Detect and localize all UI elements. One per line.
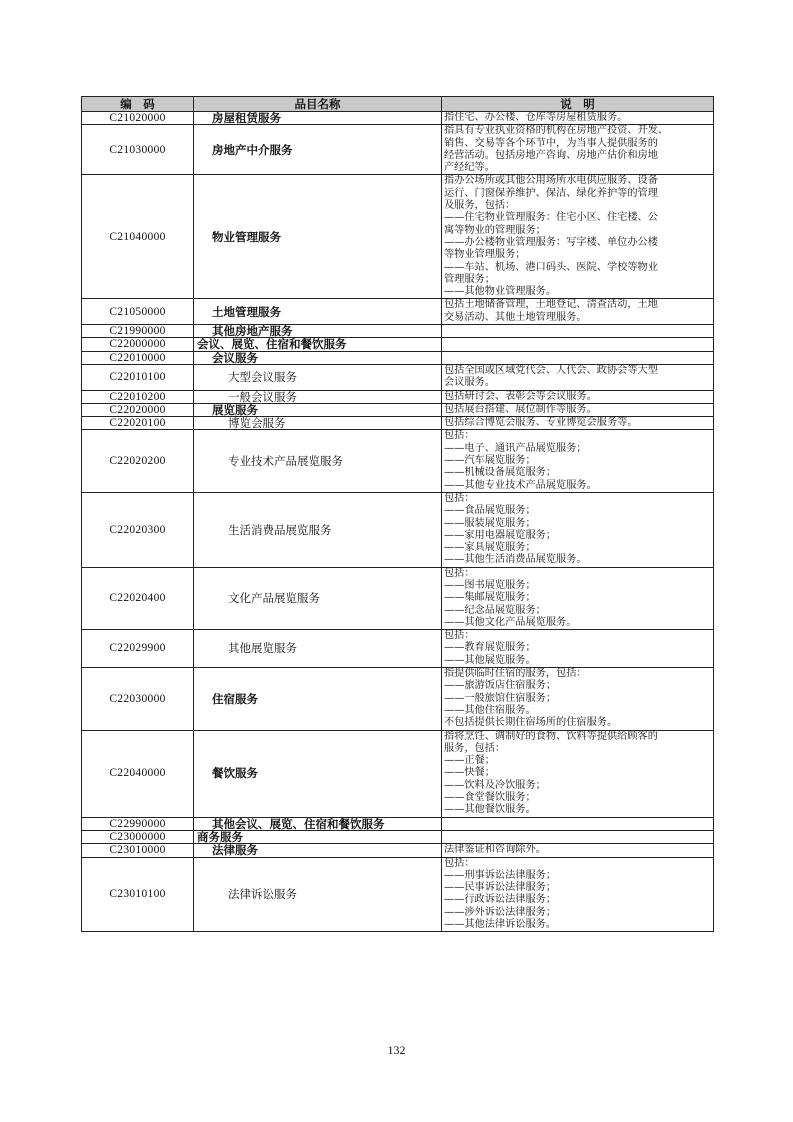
row-code: C22020400	[82, 567, 194, 629]
row-description	[442, 830, 714, 843]
catalog-table	[81, 96, 714, 932]
row-code: C22010200	[82, 390, 194, 403]
row-description: 包括研讨会、表彰会等会议服务。	[442, 390, 714, 403]
row-item-name: 其他会议、展览、住宿和餐饮服务	[194, 817, 442, 830]
row-code: C23000000	[82, 830, 194, 843]
row-code: C22020300	[82, 492, 194, 567]
row-description	[442, 817, 714, 830]
row-description: 指提供临时住宿的服务，包括： ——旅游饭店住宿服务； ——一般旅馆住宿服务； ——其他住宿服务。 不包括提供长期住宿场所的住宿服务。	[442, 668, 714, 730]
row-description: 包括： ——图书展览服务； ——集邮展览服务； ——纪念品展览服务； ——其他文化产品展览服务。	[442, 567, 714, 629]
row-item-name: 专业技术产品展览服务	[194, 430, 442, 492]
row-description: 包括综合博览会服务、专业博览会服务等。	[442, 417, 714, 430]
row-code: C23010000	[82, 844, 194, 857]
table-row	[82, 112, 714, 125]
row-item-name: 法律诉讼服务	[194, 857, 442, 932]
row-item-name: 会议服务	[194, 351, 442, 364]
row-item-name: 其他展览服务	[194, 630, 442, 668]
row-description: 包括： ——电子、通讯产品展览服务； ——汽车展览服务； ——机械设备展览服务； ——其他专业技术产品展览服务。	[442, 430, 714, 492]
table-row	[82, 299, 714, 325]
table-row	[82, 830, 714, 843]
row-item-name: 商务服务	[194, 830, 442, 843]
table-row	[82, 430, 714, 492]
row-item-name: 物业管理服务	[194, 175, 442, 299]
table-row	[82, 567, 714, 629]
header-item-name: 品目名称	[194, 97, 442, 112]
header-code: 编 码	[82, 97, 194, 112]
table-row	[82, 630, 714, 668]
row-description	[442, 351, 714, 364]
row-item-name: 住宿服务	[194, 668, 442, 730]
row-item-name: 房屋租赁服务	[194, 112, 442, 125]
row-code: C22020200	[82, 430, 194, 492]
row-item-name: 大型会议服务	[194, 364, 442, 390]
row-item-name: 会议、展览、住宿和餐饮服务	[194, 338, 442, 351]
row-code: C22020000	[82, 403, 194, 416]
row-item-name: 博览会服务	[194, 417, 442, 430]
row-description: 包括： ——刑事诉讼法律服务； ——民事诉讼法律服务； ——行政诉讼法律服务； ——涉外诉讼法律服务； ——其他法律诉讼服务。	[442, 857, 714, 932]
table-row	[82, 325, 714, 338]
row-code: C21040000	[82, 175, 194, 299]
row-description	[442, 338, 714, 351]
row-code: C22000000	[82, 338, 194, 351]
row-item-name: 其他房地产服务	[194, 325, 442, 338]
row-description: 指办公场所或其他公用场所水电供应服务、设备 运行、门窗保养维护、保洁、绿化养护等的管理 及服务，包括： ——住宅物业管理服务：住宅小区、住宅楼、公 寓等物业的管理服务； ——办公楼物业管理服务：写字楼、单位办公楼 等物业管理服务； ——车站、机场、港口码头、医院、学校等物业 管理服务； ——其他物业管理服务。	[442, 175, 714, 299]
row-code: C21050000	[82, 299, 194, 325]
row-description: 包括土地储备管理，土地登记、清查活动，土地 交易活动、其他土地管理服务。	[442, 299, 714, 325]
table-row	[82, 817, 714, 830]
row-item-name: 一般会议服务	[194, 390, 442, 403]
row-code: C22990000	[82, 817, 194, 830]
row-code: C22020100	[82, 417, 194, 430]
table-row	[82, 730, 714, 817]
row-description	[442, 325, 714, 338]
table-row	[82, 403, 714, 416]
row-code: C22029900	[82, 630, 194, 668]
row-description: 包括： ——食品展览服务； ——服装展览服务； ——家用电器展览服务； ——家具展览服务； ——其他生活消费品展览服务。	[442, 492, 714, 567]
header-description: 说 明	[442, 97, 714, 112]
row-description: 指住宅、办公楼、仓库等房屋租赁服务。	[442, 112, 714, 125]
row-code: C21020000	[82, 112, 194, 125]
row-code: C21990000	[82, 325, 194, 338]
table-row	[82, 668, 714, 730]
table-body	[82, 112, 714, 932]
row-code: C22010000	[82, 351, 194, 364]
table-row	[82, 390, 714, 403]
row-description: 包括展台搭建、展位制作等服务。	[442, 403, 714, 416]
table-header-row	[82, 97, 714, 112]
table-row	[82, 364, 714, 390]
row-code: C23010100	[82, 857, 194, 932]
table-row	[82, 338, 714, 351]
row-description: 指将烹饪、调制好的食物、饮料等提供给顾客的 服务，包括： ——正餐； ——快餐； ——饮料及冷饮服务； ——食堂餐饮服务； ——其他餐饮服务。	[442, 730, 714, 817]
row-description: 包括全国或区域党代会、人代会、政协会等大型 会议服务。	[442, 364, 714, 390]
table-row	[82, 125, 714, 175]
row-code: C22010100	[82, 364, 194, 390]
table-row	[82, 844, 714, 857]
row-item-name: 法律服务	[194, 844, 442, 857]
row-description: 法律鉴证和咨询除外。	[442, 844, 714, 857]
table-row	[82, 351, 714, 364]
table-row	[82, 417, 714, 430]
row-code: C22030000	[82, 668, 194, 730]
table-row	[82, 175, 714, 299]
row-item-name: 展览服务	[194, 403, 442, 416]
table-row	[82, 857, 714, 932]
row-item-name: 文化产品展览服务	[194, 567, 442, 629]
row-item-name: 土地管理服务	[194, 299, 442, 325]
row-item-name: 餐饮服务	[194, 730, 442, 817]
row-description: 包括： ——教育展览服务； ——其他展览服务。	[442, 630, 714, 668]
table-row	[82, 492, 714, 567]
row-code: C22040000	[82, 730, 194, 817]
row-item-name: 生活消费品展览服务	[194, 492, 442, 567]
row-item-name: 房地产中介服务	[194, 125, 442, 175]
page-number: 132	[387, 1043, 406, 1057]
row-code: C21030000	[82, 125, 194, 175]
row-description: 指具有专业执业资格的机构在房地产投资、开发、 销售、交易等各个环节中，为当事人提供服务的 经营活动。包括房地产咨询、房地产估价和房地 产经纪等。	[442, 125, 714, 175]
